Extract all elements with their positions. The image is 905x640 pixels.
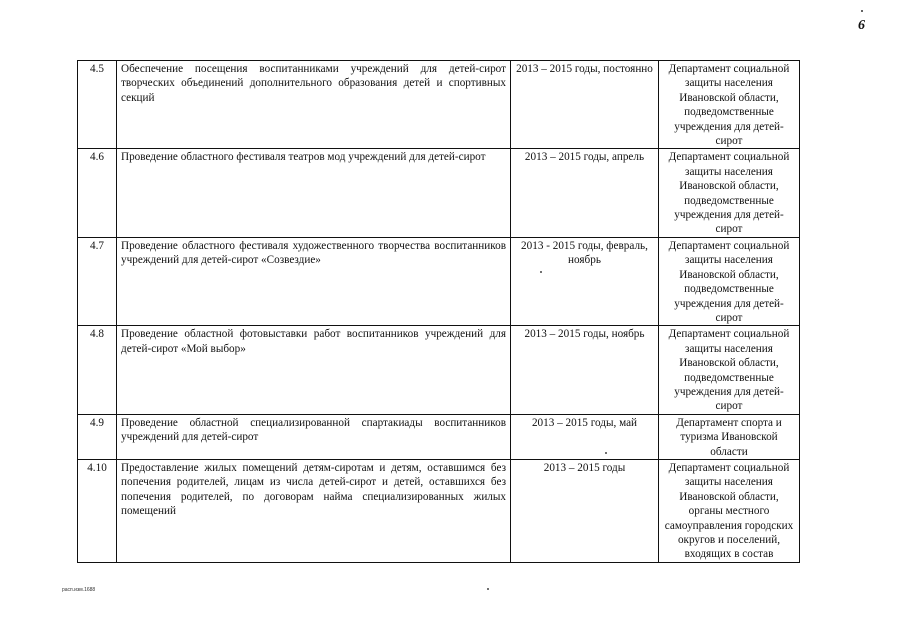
item-description: Проведение областной фотовыставки работ воспитанников учреждений для детей-сирот «Мой выбор»	[117, 326, 511, 414]
footer-note: расп.изм.1688	[62, 587, 96, 593]
page-number: 6	[858, 18, 865, 33]
table-row	[78, 326, 800, 414]
item-number: 4.9	[78, 414, 117, 459]
activities-table	[77, 60, 800, 563]
item-term: 2013 – 2015 годы, постоянно	[511, 61, 659, 149]
item-description: Проведение областной специализированной спартакиады воспитанников учреждений для детей-сирот	[117, 414, 511, 459]
table-row	[78, 61, 800, 149]
item-number: 4.7	[78, 237, 117, 325]
item-description: Проведение областного фестиваля театров мод учреждений для детей-сирот	[117, 149, 511, 237]
page-number-mark	[861, 10, 863, 12]
item-responsible: Департамент социальной защиты населения Ивановской области, подведомственные учреждения для детей-сирот	[659, 61, 800, 149]
item-responsible: Департамент социальной защиты населения Ивановской области, подведомственные учреждения для детей-сирот	[659, 149, 800, 237]
table-row	[78, 414, 800, 459]
item-number: 4.8	[78, 326, 117, 414]
table-row	[78, 459, 800, 562]
scan-speck	[540, 271, 542, 273]
item-responsible: Департамент спорта и туризма Ивановской области	[659, 414, 800, 459]
item-description: Проведение областного фестиваля художественного творчества воспитанников учреждений для детей-сирот «Созвездие»	[117, 237, 511, 325]
item-number: 4.6	[78, 149, 117, 237]
item-term: 2013 – 2015 годы, апрель	[511, 149, 659, 237]
item-term: 2013 – 2015 годы, май	[511, 414, 659, 459]
item-number: 4.10	[78, 459, 117, 562]
item-number: 4.5	[78, 61, 117, 149]
item-description: Предоставление жилых помещений детям-сиротам и детям, оставшимся без попечения родителей, лицам из числа детей-сирот и детей, оставшихся без попечения родителей, по договорам найма специализированных жилых помещений	[117, 459, 511, 562]
item-responsible: Департамент социальной защиты населения Ивановской области, подведомственные учреждения для детей-сирот	[659, 326, 800, 414]
item-term: 2013 - 2015 годы, февраль, ноябрь	[511, 237, 659, 325]
item-responsible: Департамент социальной защиты населения Ивановской области, органы местного самоуправления городских округов и поселений, входящих в состав	[659, 459, 800, 562]
item-term: 2013 – 2015 годы	[511, 459, 659, 562]
item-term: 2013 – 2015 годы, ноябрь	[511, 326, 659, 414]
item-description: Обеспечение посещения воспитанниками учреждений для детей-сирот творческих объединений дополнительного образования детей и спортивных секций	[117, 61, 511, 149]
table-row	[78, 149, 800, 237]
item-responsible: Департамент социальной защиты населения Ивановской области, подведомственные учреждения для детей-сирот	[659, 237, 800, 325]
table-row	[78, 237, 800, 325]
scan-speck	[487, 588, 489, 590]
scan-speck	[605, 452, 607, 454]
